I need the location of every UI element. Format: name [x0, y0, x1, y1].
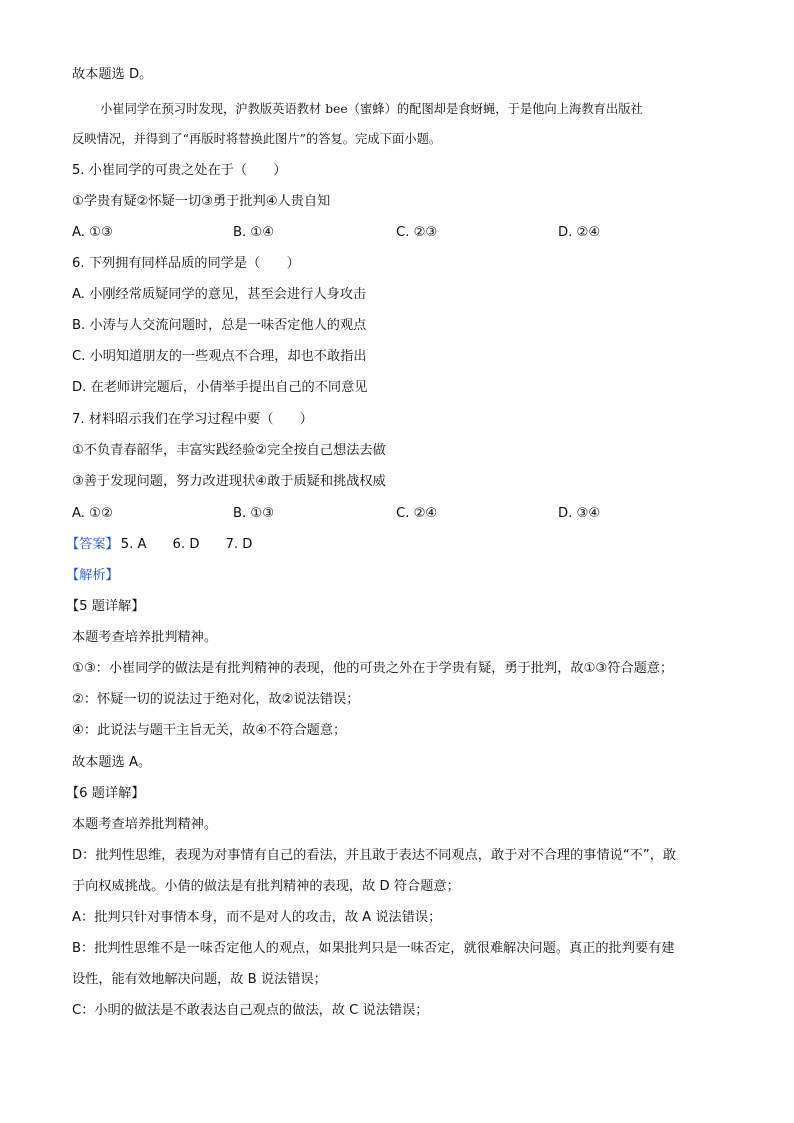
analysis-label: 【解析】 — [66, 568, 119, 583]
q5-detail-line: ①③：小崔同学的做法是有批判精神的表现，他的可贵之外在于学贵有疑，勇于批判，故①③符合题意； — [72, 661, 674, 676]
q7-stem: 7. 材料昭示我们在学习过程中要（ ） — [72, 412, 313, 427]
q6-detail-label: 【6 题详解】 — [66, 786, 145, 801]
q6-detail-line: C：小明的做法是不敢表达自己观点的做法，故 C 说法错误； — [72, 1003, 429, 1018]
answer-row — [66, 536, 252, 554]
q5-detail-line: ②：怀疑一切的说法过于绝对化，故②说法错误； — [72, 692, 360, 707]
previous-conclusion: 故本题选 D。 — [72, 67, 153, 82]
q5-detail-line: ④：此说法与题干主旨无关，故④不符合题意； — [72, 723, 347, 738]
q5-detail-label: 【5 题详解】 — [66, 599, 145, 614]
q7-items-line-2: ③善于发现问题，努力改进现状④敢于质疑和挑战权威 — [72, 474, 386, 489]
q6-detail-line: 于向权威挑战。小倩的做法是有批判精神的表现，故 D 符合题意； — [72, 879, 460, 894]
q6-option-d: D. 在老师讲完题后，小倩举手提出自己的不同意见 — [72, 380, 368, 395]
answer-5: 5. A — [120, 537, 147, 552]
q6-option-b: B. 小涛与人交流问题时，总是一味否定他人的观点 — [72, 318, 367, 333]
q7-items-line-1: ①不负青春韶华，丰富实践经验②完全按自己想法去做 — [72, 443, 386, 458]
q7-option-a: A. ①② — [72, 506, 113, 521]
q5-option-c: C. ②③ — [396, 225, 438, 240]
q6-detail-line: 设性，能有效地解决问题，故 B 说法错误； — [72, 972, 327, 987]
q5-option-a: A. ①③ — [72, 225, 113, 240]
q5-stem: 5. 小崔同学的可贵之处在于（ ） — [72, 163, 287, 178]
q5-items: ①学贵有疑②怀疑一切③勇于批判④人贵自知 — [72, 194, 331, 209]
q6-stem: 6. 下列拥有同样品质的同学是（ ） — [72, 256, 300, 271]
q6-option-a: A. 小刚经常质疑同学的意见，甚至会进行人身攻击 — [72, 287, 367, 302]
q7-option-d: D. ③④ — [558, 506, 601, 521]
answer-label: 【答案】 — [66, 537, 119, 552]
answer-7: 7. D — [225, 537, 253, 552]
q6-option-c: C. 小明知道朋友的一些观点不合理，却也不敢指出 — [72, 349, 367, 364]
material-line-1: 小崔同学在预习时发现，沪教版英语教材 bee（蜜蜂）的配图却是食蚜蝇，于是他向上海教育出版社 — [100, 102, 643, 116]
q5-option-b: B. ①④ — [233, 225, 275, 240]
q5-detail-line: 本题考查培养批判精神。 — [72, 630, 218, 645]
material-line-2: 反映情况，并得到了“再版时将替换此图片”的答复。完成下面小题。 — [72, 132, 442, 146]
q7-option-b: B. ①③ — [233, 506, 275, 521]
q5-option-d: D. ②④ — [558, 225, 601, 240]
answer-6: 6. D — [172, 537, 200, 552]
q7-option-c: C. ②④ — [396, 506, 438, 521]
q6-detail-line: B：批判性思维不是一味否定他人的观点，如果批判只是一味否定，就很难解决问题。真正的批判要有建 — [72, 941, 675, 956]
q6-detail-line: D：批判性思维，表现为对事情有自己的看法，并且敢于表达不同观点，敢于对不合理的事情说“不”，敢 — [72, 848, 677, 863]
q5-detail-line: 故本题选 A。 — [72, 755, 152, 770]
q6-detail-line: 本题考查培养批判精神。 — [72, 817, 218, 832]
q6-detail-line: A：批判只针对事情本身，而不是对人的攻击，故 A 说法错误； — [72, 910, 442, 925]
